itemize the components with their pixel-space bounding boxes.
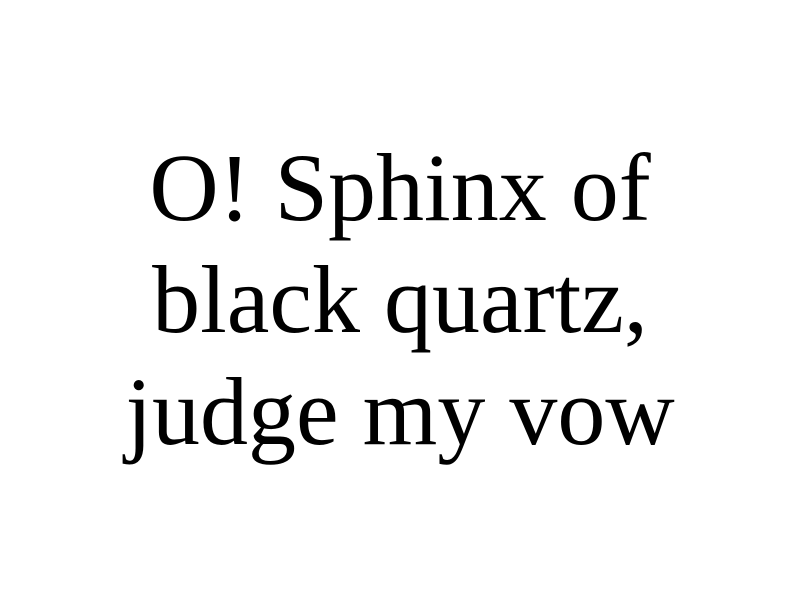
pangram-line-3: judge my vow xyxy=(125,358,675,465)
pangram-line-1: O! Sphinx of xyxy=(149,134,651,241)
pangram-line-2: black quartz, xyxy=(152,246,648,353)
